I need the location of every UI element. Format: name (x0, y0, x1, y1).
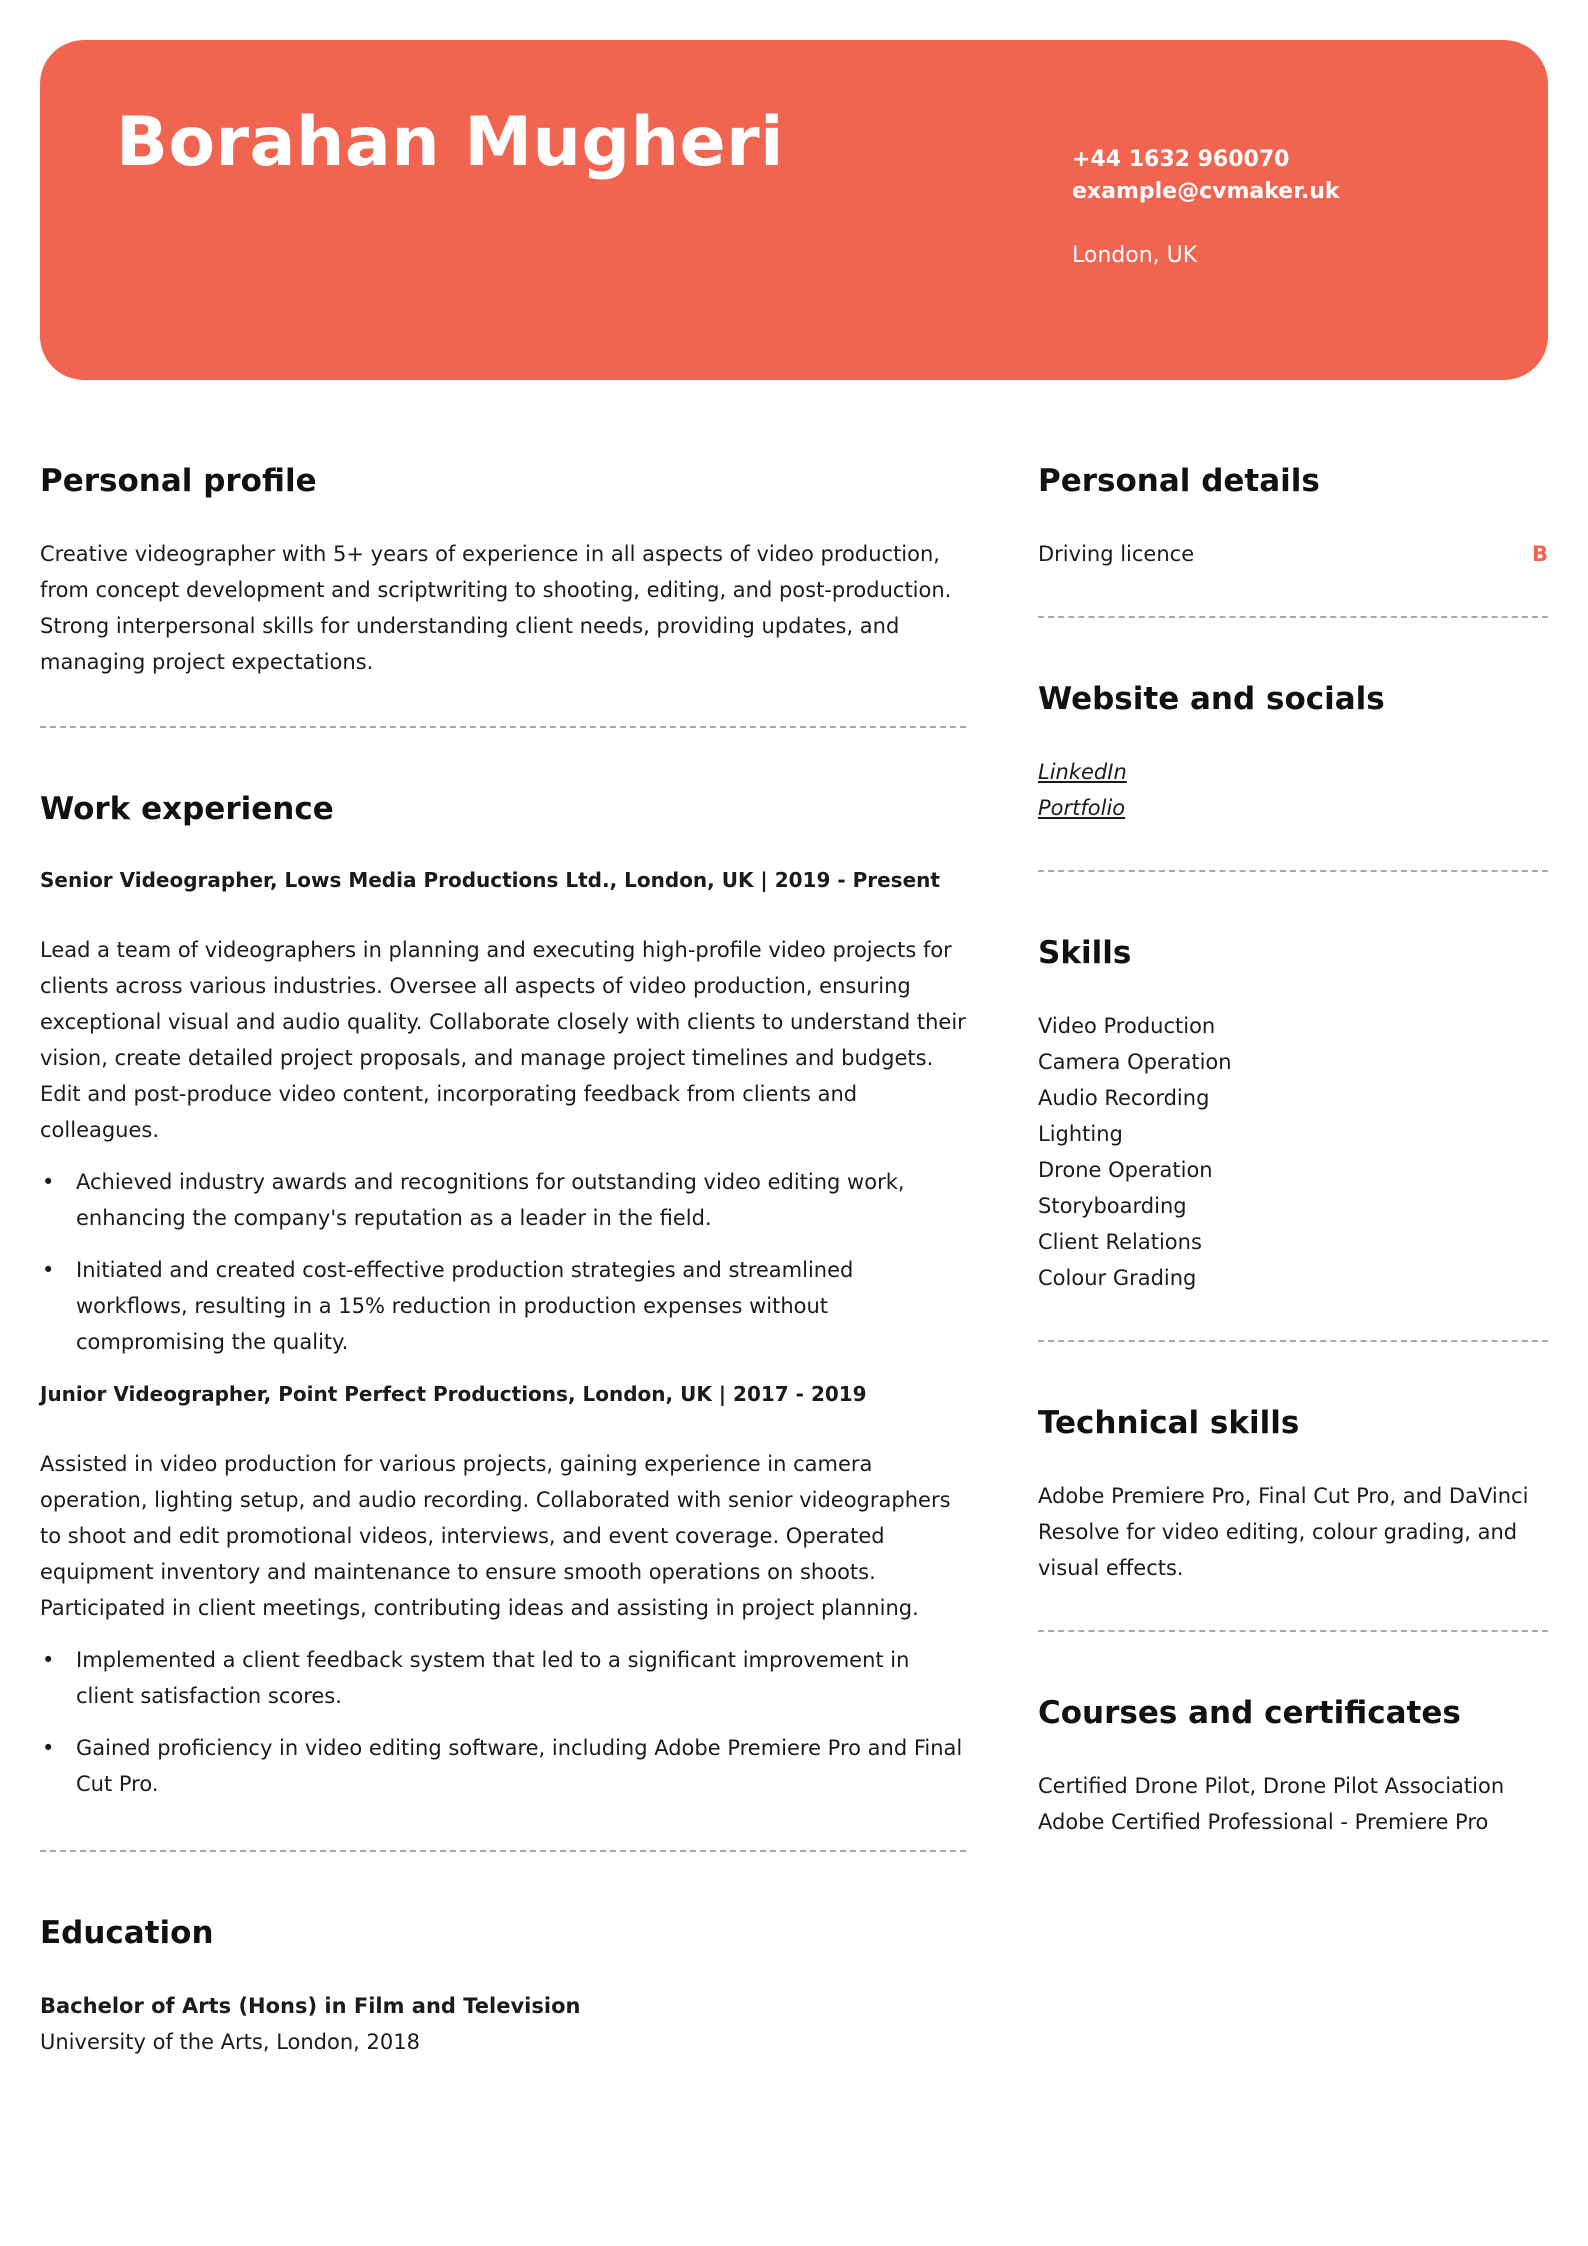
work-experience-heading: Work experience (40, 791, 334, 827)
personal-profile-text: Creative videographer with 5+ years of experience in all aspects of video production, from concept development and scriptwriting to shooting, editing, and post-production. Strong interpersonal skills for understanding client needs, providing updates, and managing project expectations. (40, 542, 952, 674)
skill-item: Video Production (1038, 1014, 1216, 1038)
sidebar-column (1038, 456, 1548, 1840)
contact-info (1072, 144, 1340, 272)
personal-profile-section (40, 456, 966, 726)
education-degree: Bachelor of Arts (Hons) in Film and Television (40, 1994, 581, 2018)
location: London, UK (1072, 243, 1198, 268)
education-section (40, 1908, 966, 2060)
website-socials-heading: Website and socials (1038, 681, 1385, 717)
skills-heading: Skills (1038, 935, 1132, 971)
skill-item: Drone Operation (1038, 1158, 1213, 1182)
job-description: Lead a team of videographers in planning and executing high-profile video projects for clients across various industries. Oversee all aspects of video production, ensuring exceptional visual and audio quality. Collaborate closely with clients to understand their vision, create detailed project proposals, and manage project timelines and budgets. Edit and post-produce video content, incorporating feedback from clients and colleagues. (40, 938, 966, 1142)
driving-licence-value: B (1531, 542, 1548, 566)
linkedin-link[interactable]: LinkedIn (1038, 760, 1127, 784)
list-item: • Implemented a client feedback system that led to a significant improvement in client satisfaction scores. (40, 1642, 966, 1714)
work-experience-section (40, 784, 966, 1802)
skill-item: Storyboarding (1038, 1194, 1187, 1218)
header-banner (40, 40, 1548, 380)
skill-item: Audio Recording (1038, 1086, 1210, 1110)
skill-item: Lighting (1038, 1122, 1123, 1146)
job-achievements (40, 1164, 966, 1360)
list-item: • Achieved industry awards and recognitions for outstanding video editing work, enhancing the company's reputation as a leader in the field. (40, 1164, 966, 1236)
courses-heading: Courses and certificates (1038, 1695, 1461, 1731)
technical-skills-section (1038, 1398, 1548, 1630)
education-school: University of the Arts, London, 2018 (40, 2030, 420, 2054)
job-description: Assisted in video production for various projects, gaining experience in camera operation, lighting setup, and audio recording. Collaborated with senior videographers to shoot and edit promotional videos, interviews, and event coverage. Operated equipment inventory and maintenance to ensure smooth operations on shoots. Participated in client meetings, contributing ideas and assisting in project planning. (40, 1452, 951, 1620)
job-entry (40, 864, 966, 1360)
driving-licence-row (1038, 536, 1548, 572)
technical-skills-text: Adobe Premiere Pro, Final Cut Pro, and DaVinci Resolve for video editing, colour grading, and visual effects. (1038, 1484, 1529, 1580)
skill-item: Colour Grading (1038, 1266, 1197, 1290)
personal-details-section (1038, 456, 1548, 616)
portfolio-link[interactable]: Portfolio (1038, 796, 1126, 820)
skill-item: Camera Operation (1038, 1050, 1232, 1074)
phone-number[interactable]: +44 1632 960070 (1072, 147, 1290, 172)
personal-details-heading: Personal details (1038, 463, 1320, 499)
course-item: Adobe Certified Professional - Premiere Pro (1038, 1810, 1489, 1834)
candidate-name: Borahan Mugheri (116, 103, 784, 182)
list-item: • Initiated and created cost-effective production strategies and streamlined workflows, resulting in a 15% reduction in production expenses without compromising the quality. (40, 1252, 966, 1360)
job-title: Junior Videographer, Point Perfect Productions, London, UK | 2017 - 2019 (40, 1382, 867, 1406)
course-item: Certified Drone Pilot, Drone Pilot Association (1038, 1774, 1505, 1798)
courses-section (1038, 1688, 1548, 1840)
skills-section (1038, 928, 1548, 1340)
list-item: • Gained proficiency in video editing software, including Adobe Premiere Pro and Final Cut Pro. (40, 1730, 966, 1802)
education-heading: Education (40, 1915, 214, 1951)
job-title: Senior Videographer, Lows Media Productions Ltd., London, UK | 2019 - Present (40, 868, 940, 892)
technical-skills-heading: Technical skills (1038, 1405, 1300, 1441)
main-column (40, 456, 966, 2060)
email-address[interactable]: example@cvmaker.uk (1072, 179, 1340, 204)
driving-licence-label: Driving licence (1038, 542, 1195, 566)
personal-profile-heading: Personal profile (40, 463, 317, 499)
website-socials-section (1038, 674, 1548, 870)
skill-item: Client Relations (1038, 1230, 1202, 1254)
job-achievements (40, 1642, 966, 1802)
job-entry (40, 1378, 966, 1802)
